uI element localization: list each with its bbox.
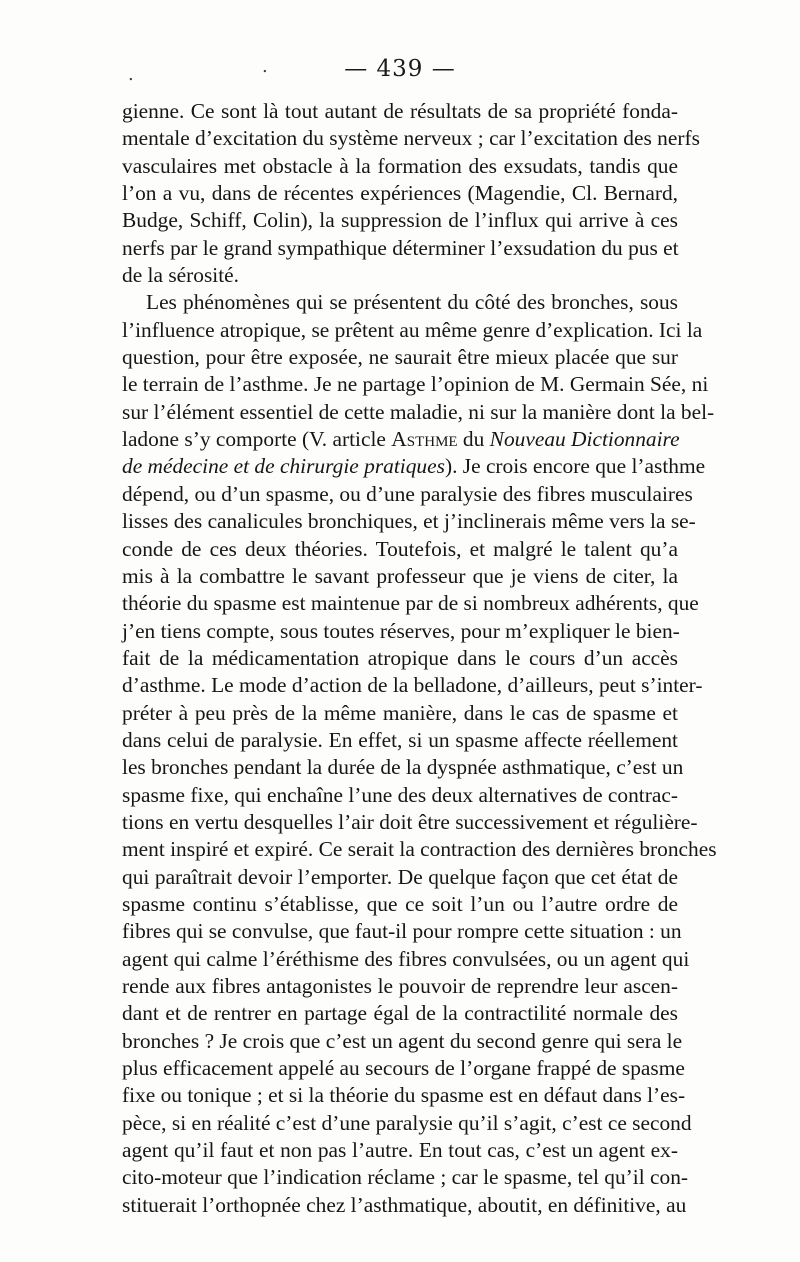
text-line	[122, 1137, 678, 1164]
stray-mark: .	[262, 56, 268, 77]
paragraph-first-line	[122, 289, 678, 316]
text-line	[122, 836, 717, 863]
text-run: fibres qui se convulse, que faut-il pour rompre cette situation : un	[122, 919, 682, 944]
text-run: plus efficacement appelé au secours de l’organe frappé de spasme	[122, 1056, 685, 1081]
text-run: ment inspiré et expiré. Ce serait la contraction des dernières bronches	[122, 837, 717, 862]
text-line	[122, 344, 678, 371]
text-run: ladone s’y comporte (V. article	[122, 427, 392, 452]
text-run: lisses des canalicules bronchiques, et j’inclinerais même vers la se-	[122, 509, 696, 534]
text-run: agent qui calme l’éréthisme des fibres convulsées, ou un agent qui	[122, 946, 690, 971]
text-line	[122, 262, 678, 289]
text-line	[122, 153, 678, 180]
text-line	[122, 125, 700, 152]
text-line	[122, 754, 684, 781]
text-run: théorie du spasme est maintenue par de si nombreux adhérents, que	[122, 591, 699, 616]
text-run: rende aux fibres antagonistes le pouvoir de reprendre leur ascen-	[122, 974, 678, 998]
text-run: nerfs par le grand sympathique déterminer l’exsudation du pus et	[122, 235, 679, 260]
text-run: l’on a vu, dans de récentes expériences (Magendie, Cl. Bernard,	[122, 181, 678, 206]
italic-title-text: de médecine et de chirurgie pratiques	[122, 454, 445, 479]
text-line	[122, 180, 678, 207]
text-line	[122, 1192, 687, 1219]
text-run: qui paraîtrait devoir l’emporter. De quelque façon que cet état de	[122, 864, 678, 889]
text-line	[122, 973, 678, 1000]
text-line	[122, 399, 715, 426]
text-run: conde de ces deux théories. Toutefois, et malgré le talent qu’a	[122, 536, 678, 561]
text-line	[122, 508, 696, 535]
text-run: ). Je crois encore que l’asthme	[444, 454, 706, 479]
text-run: question, pour être exposée, ne saurait être mieux placée que sur	[122, 345, 678, 370]
text-line	[122, 317, 703, 344]
text-line	[122, 207, 678, 234]
small-caps-text: Asthme	[391, 427, 458, 452]
text-run: j’en tiens compte, sous toutes réserves, pour m’expliquer le bien-	[122, 618, 680, 643]
text-line	[122, 563, 678, 590]
text-run: tions en vertu desquelles l’air doit être successivement et régulière-	[122, 809, 698, 834]
text-run: les bronches pendant la durée de la dyspnée asthmatique, c’est un	[122, 755, 684, 780]
text-line	[122, 1082, 686, 1109]
italic-title-text: Nouveau Dictionnaire	[489, 427, 680, 452]
text-run: gienne. Ce sont là tout autant de résultats de sa propriété fonda-	[122, 99, 678, 123]
text-line	[122, 891, 678, 918]
text-run: d’asthme. Le mode d’action de la belladone, d’ailleurs, peut s’inter-	[122, 673, 703, 698]
text-line	[122, 727, 678, 754]
text-run: bronches ? Je crois que c’est un agent du second genre qui sera le	[122, 1028, 683, 1053]
text-run: dans celui de paralysie. En effet, si un spasme affecte réellement	[122, 727, 678, 752]
text-run: du	[457, 427, 490, 452]
text-line	[122, 1164, 689, 1191]
text-line	[122, 645, 678, 672]
text-line	[122, 98, 678, 125]
text-line	[122, 426, 678, 453]
text-line	[122, 782, 678, 809]
text-line	[122, 946, 690, 973]
text-run: vasculaires met obstacle à la formation des exsudats, tandis que	[122, 153, 678, 178]
text-run: Budge, Schiff, Colin), la suppression de l’influx qui arrive à ces	[122, 208, 678, 233]
text-run: mis à la combattre le savant professeur que je viens de citer, la	[122, 563, 678, 588]
text-line	[122, 1055, 685, 1082]
body-text	[122, 98, 717, 1219]
text-run: l’influence atropique, se prêtent au même genre d’explication. Ici la	[122, 317, 703, 342]
text-run: dépend, ou d’un spasme, ou d’une paralysie des fibres musculaires	[122, 481, 693, 506]
text-run: dant et de rentrer en partage égal de la contractilité normale des	[122, 1001, 678, 1026]
text-run: fait de la médicamentation atropique dans le cours d’un accès	[122, 645, 678, 670]
text-run: mentale d’excitation du système nerveux ; car l’excitation des nerfs	[122, 126, 700, 151]
text-run: le terrain de l’asthme. Je ne partage l’opinion de M. Germain Sée, ni	[122, 372, 709, 397]
text-line	[122, 481, 693, 508]
text-line	[122, 371, 709, 398]
text-line	[122, 618, 678, 645]
text-run: spasme fixe, qui enchaîne l’une des deux alternatives de contrac-	[122, 782, 678, 807]
text-line	[122, 536, 678, 563]
text-run: de la sérosité.	[122, 263, 240, 288]
text-line	[122, 453, 706, 480]
text-run: spasme continu s’établisse, que ce soit l’un ou l’autre ordre de	[122, 891, 678, 916]
text-line	[122, 864, 678, 891]
text-line	[122, 1110, 692, 1137]
text-line	[122, 918, 682, 945]
stray-mark: .	[128, 64, 134, 85]
text-run: stituerait l’orthopnée chez l’asthmatique, aboutit, en définitive, au	[122, 1192, 687, 1217]
text-line	[122, 1028, 683, 1055]
text-run: pèce, si en réalité c’est d’une paralysie qu’il s’agit, c’est ce second	[122, 1110, 692, 1135]
text-line	[122, 700, 678, 727]
text-line	[122, 590, 699, 617]
text-run: préter à peu près de la même manière, dans le cas de spasme et	[122, 700, 678, 725]
text-run: cito-moteur que l’indication réclame ; car le spasme, tel qu’il con-	[122, 1165, 689, 1190]
text-run: fixe ou tonique ; et si la théorie du spasme est en défaut dans l’es-	[122, 1083, 686, 1108]
text-run: sur l’élément essentiel de cette maladie, ni sur la manière dont la bel-	[122, 399, 715, 424]
page-number: — 439 —	[344, 56, 456, 82]
text-line	[122, 809, 698, 836]
text-run: Les phénomènes qui se présentent du côté des bronches, sous	[146, 290, 678, 315]
text-run: agent qu’il faut et non pas l’autre. En tout cas, c’est un agent ex-	[122, 1138, 678, 1163]
text-line	[122, 235, 678, 262]
text-line	[122, 1000, 678, 1027]
text-line	[122, 672, 703, 699]
